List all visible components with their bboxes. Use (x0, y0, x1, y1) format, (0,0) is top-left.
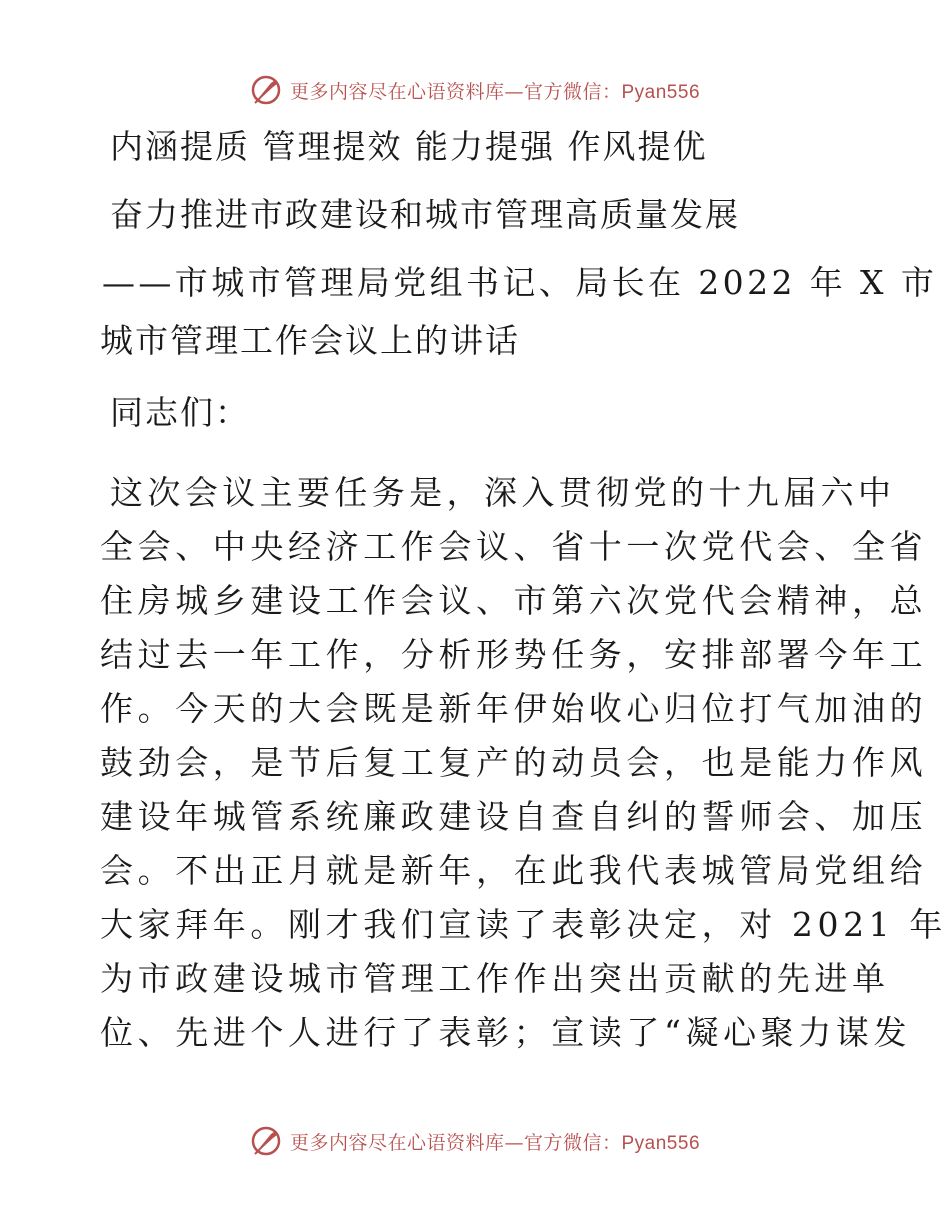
paragraph-line: 会。不出正月就是新年，在此我代表城管局党组给 (100, 851, 928, 890)
document-byline-line: ——市城市管理局党组书记、局长在 2022 年 X 市 (102, 263, 938, 302)
paragraph-line: 鼓劲会，是节后复工复产的动员会，也是能力作风 (100, 743, 928, 782)
paragraph-line: 作。今天的大会既是新年伊始收心归位打气加油的 (100, 689, 928, 728)
quill-pen-circle-icon (250, 1125, 282, 1157)
paragraph-line: 大家拜年。刚才我们宣读了表彰决定，对 2021 年 (100, 905, 947, 944)
quill-pen-circle-icon (250, 74, 282, 106)
salutation: 同志们： (110, 393, 250, 432)
document-title: 内涵提质 管理提效 能力提强 作风提优 (110, 127, 708, 166)
paragraph-line: 位、先进个人进行了表彰；宣读了“凝心聚力谋发 (100, 1013, 912, 1052)
paragraph-line: 住房城乡建设工作会议、市第六次党代会精神，总 (100, 581, 928, 620)
watermark-text: 更多内容尽在心语资料库—官方微信：Pyan556 (289, 1131, 701, 1154)
document-body (100, 118, 947, 1060)
body-paragraph (100, 466, 947, 1060)
document-byline-line: 城市管理工作会议上的讲话 (100, 321, 520, 360)
paragraph-line: 结过去一年工作，分析形势任务，安排部署今年工 (100, 635, 928, 674)
paragraph-line: 这次会议主要任务是，深入贯彻党的十九届六中 (110, 473, 896, 512)
paragraph-line: 建设年城管系统廉政建设自查自纠的誓师会、加压 (100, 797, 928, 836)
header-watermark (0, 70, 950, 110)
paragraph-line: 为市政建设城市管理工作作出突出贡献的先进单 (100, 959, 890, 998)
watermark-text: 更多内容尽在心语资料库—官方微信：Pyan556 (289, 80, 701, 103)
footer-watermark (0, 1121, 950, 1161)
document-subtitle: 奋力推进市政建设和城市管理高质量发展 (110, 195, 740, 234)
paragraph-line: 全会、中央经济工作会议、省十一次党代会、全省 (100, 527, 928, 566)
